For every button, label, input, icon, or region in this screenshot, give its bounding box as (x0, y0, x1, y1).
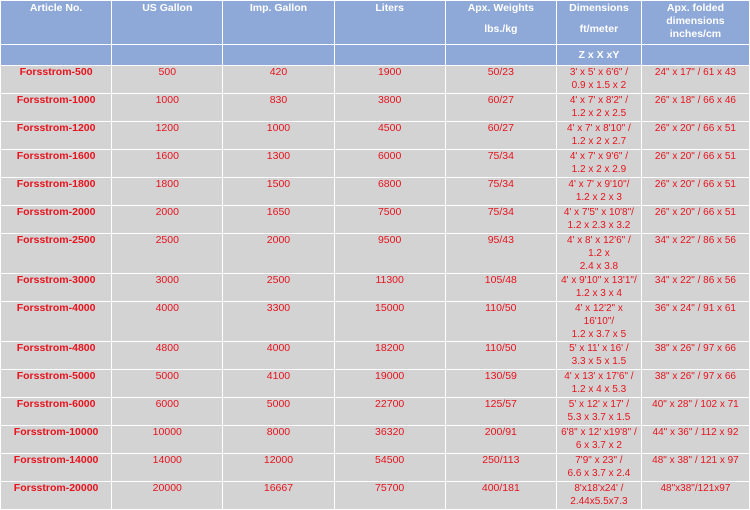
dimensions-metric: 6.6 x 3.7 x 2.4 (567, 468, 631, 479)
table-row (1, 94, 749, 121)
dimensions-metric: 1.2 x 2 x 2.7 (571, 136, 627, 147)
article-cell: Forsstrom-4800 (1, 342, 111, 369)
folded-cell: 48"x38"/121x97 (642, 482, 749, 509)
imp-gallon-cell: 2500 (223, 274, 333, 301)
header-blank (112, 45, 222, 65)
table-row (1, 274, 749, 301)
dimensions-cell (557, 150, 641, 177)
dimensions-imperial: 4' x 13' x 17'6" / (564, 371, 634, 382)
dimensions-imperial: 4' x 7' x 9'10"/ (568, 179, 630, 190)
imp-gallon-cell: 12000 (223, 454, 333, 481)
liters-cell: 54500 (335, 454, 445, 481)
header-imp-gallon: Imp. Gallon (223, 1, 333, 44)
folded-cell: 48" x 38" / 121 x 97 (642, 454, 749, 481)
table-row (1, 398, 749, 425)
liters-cell: 3800 (335, 94, 445, 121)
header-article: Article No. (1, 1, 111, 44)
us-gallon-cell: 2000 (112, 206, 222, 233)
table-row (1, 206, 749, 233)
liters-cell: 75700 (335, 482, 445, 509)
weights-cell: 95/43 (446, 234, 556, 273)
liters-cell: 18200 (335, 342, 445, 369)
liters-cell: 19000 (335, 370, 445, 397)
weights-cell: 110/50 (446, 342, 556, 369)
us-gallon-cell: 1000 (112, 94, 222, 121)
liters-cell: 4500 (335, 122, 445, 149)
dimensions-metric: 1.2 x 2 x 2.9 (571, 164, 627, 175)
imp-gallon-cell: 5000 (223, 398, 333, 425)
dimensions-imperial: 7'9" x 23" / (575, 455, 623, 466)
folded-cell: 24" x 17" / 61 x 43 (642, 66, 749, 93)
us-gallon-cell: 1200 (112, 122, 222, 149)
folded-cell: 34" x 22" / 86 x 56 (642, 274, 749, 301)
table-row (1, 454, 749, 481)
dimensions-imperial: 6'8" x 12' x19'8" / (561, 427, 637, 438)
weights-cell: 200/91 (446, 426, 556, 453)
dimensions-imperial: 4' x 7' x 8'10" / (567, 123, 631, 134)
article-cell: Forsstrom-1000 (1, 94, 111, 121)
dimensions-imperial: 4' x 8' x 12'6" / 1.2 x (567, 235, 631, 259)
folded-cell: 26" x 20" / 66 x 51 (642, 178, 749, 205)
imp-gallon-cell: 420 (223, 66, 333, 93)
weights-cell: 60/27 (446, 122, 556, 149)
dimensions-imperial: 3' x 5' x 6'6" / (569, 67, 629, 78)
header-dimensions-label: Dimensions (569, 2, 629, 14)
article-cell: Forsstrom-2000 (1, 206, 111, 233)
dimensions-cell (557, 178, 641, 205)
weights-cell: 110/50 (446, 302, 556, 341)
imp-gallon-cell: 3300 (223, 302, 333, 341)
imp-gallon-cell: 2000 (223, 234, 333, 273)
imp-gallon-cell: 16667 (223, 482, 333, 509)
dimensions-cell (557, 370, 641, 397)
folded-cell: 36" x 24" / 91 x 61 (642, 302, 749, 341)
weights-cell: 105/48 (446, 274, 556, 301)
header-blank (642, 45, 749, 65)
article-cell: Forsstrom-500 (1, 66, 111, 93)
imp-gallon-cell: 1650 (223, 206, 333, 233)
us-gallon-cell: 14000 (112, 454, 222, 481)
dimensions-cell (557, 274, 641, 301)
header-weights-label: Apx. Weights (467, 2, 534, 14)
liters-cell: 15000 (335, 302, 445, 341)
header-blank (1, 45, 111, 65)
dimensions-cell (557, 206, 641, 233)
dimensions-imperial: 4' x 12'2" x 16'10"/ (574, 303, 623, 327)
dimensions-cell (557, 66, 641, 93)
dimensions-metric: 1.2 x 2.3 x 3.2 (567, 220, 631, 231)
us-gallon-cell: 6000 (112, 398, 222, 425)
imp-gallon-cell: 830 (223, 94, 333, 121)
us-gallon-cell: 4800 (112, 342, 222, 369)
article-cell: Forsstrom-2500 (1, 234, 111, 273)
dimensions-metric: 1.2 x 3.7 x 5 (571, 329, 627, 340)
table-row (1, 66, 749, 93)
liters-cell: 7500 (335, 206, 445, 233)
dimensions-metric: 2.4 x 3.8 (579, 261, 619, 272)
weights-cell: 75/34 (446, 150, 556, 177)
dimensions-cell (557, 454, 641, 481)
weights-cell: 125/57 (446, 398, 556, 425)
imp-gallon-cell: 1300 (223, 150, 333, 177)
dimensions-cell (557, 342, 641, 369)
folded-cell: 26" x 20" / 66 x 51 (642, 150, 749, 177)
folded-cell: 34" x 22" / 86 x 56 (642, 234, 749, 273)
dimensions-metric: 6 x 3.7 x 2 (575, 440, 622, 451)
us-gallon-cell: 10000 (112, 426, 222, 453)
dimensions-imperial: 4' x 7' x 9'6" / (569, 151, 629, 162)
dimensions-imperial: 8'x18'x24' / (574, 483, 624, 494)
us-gallon-cell: 1800 (112, 178, 222, 205)
dimensions-metric: 5.3 x 3.7 x 1.5 (567, 412, 631, 423)
dimensions-cell (557, 94, 641, 121)
dimensions-metric: 1.2 x 2 x 3 (575, 192, 622, 203)
imp-gallon-cell: 8000 (223, 426, 333, 453)
folded-cell: 44" x 36" / 112 x 92 (642, 426, 749, 453)
us-gallon-cell: 5000 (112, 370, 222, 397)
article-cell: Forsstrom-6000 (1, 398, 111, 425)
header-dimensions (557, 1, 641, 44)
weights-cell: 400/181 (446, 482, 556, 509)
liters-cell: 11300 (335, 274, 445, 301)
header-blank (335, 45, 445, 65)
weights-cell: 75/34 (446, 206, 556, 233)
table-row (1, 234, 749, 273)
weights-cell: 75/34 (446, 178, 556, 205)
header-weights (446, 1, 556, 44)
table-row (1, 122, 749, 149)
dimensions-imperial: 4' x 9'10" x 13'1"/ (561, 275, 637, 286)
us-gallon-cell: 500 (112, 66, 222, 93)
folded-cell: 26" x 20" / 66 x 51 (642, 206, 749, 233)
dimensions-cell (557, 426, 641, 453)
imp-gallon-cell: 4000 (223, 342, 333, 369)
liters-cell: 6800 (335, 178, 445, 205)
dimensions-cell (557, 234, 641, 273)
table-row (1, 342, 749, 369)
article-cell: Forsstrom-5000 (1, 370, 111, 397)
article-cell: Forsstrom-20000 (1, 482, 111, 509)
dimensions-imperial: 5' x 11' x 16' / (569, 343, 629, 354)
table-header (1, 1, 749, 65)
table-body (1, 66, 749, 509)
folded-cell: 40" x 28" / 102 x 71 (642, 398, 749, 425)
us-gallon-cell: 3000 (112, 274, 222, 301)
weights-cell: 130/59 (446, 370, 556, 397)
header-blank (223, 45, 333, 65)
weights-cell: 250/113 (446, 454, 556, 481)
imp-gallon-cell: 4100 (223, 370, 333, 397)
table-row (1, 426, 749, 453)
header-weights-unit: lbs./kg (484, 23, 518, 35)
folded-cell: 26" x 18" / 66 x 46 (642, 94, 749, 121)
dimensions-imperial: 4' x 7' x 8'2" / (569, 95, 629, 106)
folded-cell: 38" x 26" / 97 x 66 (642, 370, 749, 397)
us-gallon-cell: 1600 (112, 150, 222, 177)
liters-cell: 9500 (335, 234, 445, 273)
liters-cell: 1900 (335, 66, 445, 93)
header-folded: Apx. folded dimensions inches/cm (642, 1, 749, 44)
dimensions-metric: 1.2 x 3 x 4 (575, 288, 622, 299)
header-dimensions-axes: Z x X xY (557, 45, 641, 65)
us-gallon-cell: 2500 (112, 234, 222, 273)
folded-cell: 38" x 26" / 97 x 66 (642, 342, 749, 369)
dimensions-cell (557, 302, 641, 341)
dimensions-imperial: 4' x 7'5" x 10'8"/ (563, 207, 634, 218)
header-us-gallon: US Gallon (112, 1, 222, 44)
imp-gallon-cell: 1500 (223, 178, 333, 205)
table-row (1, 150, 749, 177)
dimensions-cell (557, 398, 641, 425)
header-dimensions-unit: ft/meter (579, 23, 619, 35)
liters-cell: 6000 (335, 150, 445, 177)
liters-cell: 36320 (335, 426, 445, 453)
header-blank (446, 45, 556, 65)
table-row (1, 370, 749, 397)
liters-cell: 22700 (335, 398, 445, 425)
dimensions-metric: 3.3 x 5 x 1.5 (571, 356, 627, 367)
article-cell: Forsstrom-10000 (1, 426, 111, 453)
article-cell: Forsstrom-1600 (1, 150, 111, 177)
dimensions-metric: 1.2 x 4 x 5.3 (571, 384, 627, 395)
folded-cell: 26" x 20" / 66 x 51 (642, 122, 749, 149)
dimensions-cell (557, 122, 641, 149)
weights-cell: 60/27 (446, 94, 556, 121)
article-cell: Forsstrom-3000 (1, 274, 111, 301)
article-cell: Forsstrom-4000 (1, 302, 111, 341)
table-row (1, 302, 749, 341)
us-gallon-cell: 20000 (112, 482, 222, 509)
article-cell: Forsstrom-1800 (1, 178, 111, 205)
article-cell: Forsstrom-1200 (1, 122, 111, 149)
dimensions-metric: 1.2 x 2 x 2.5 (571, 108, 627, 119)
table-row (1, 178, 749, 205)
us-gallon-cell: 4000 (112, 302, 222, 341)
weights-cell: 50/23 (446, 66, 556, 93)
dimensions-imperial: 5' x 12' x 17' / (568, 399, 630, 410)
header-liters: Liters (335, 1, 445, 44)
dimensions-metric: 2.44x5.5x7.3 (570, 496, 628, 507)
imp-gallon-cell: 1000 (223, 122, 333, 149)
article-cell: Forsstrom-14000 (1, 454, 111, 481)
dimensions-metric: 0.9 x 1.5 x 2 (571, 80, 627, 91)
